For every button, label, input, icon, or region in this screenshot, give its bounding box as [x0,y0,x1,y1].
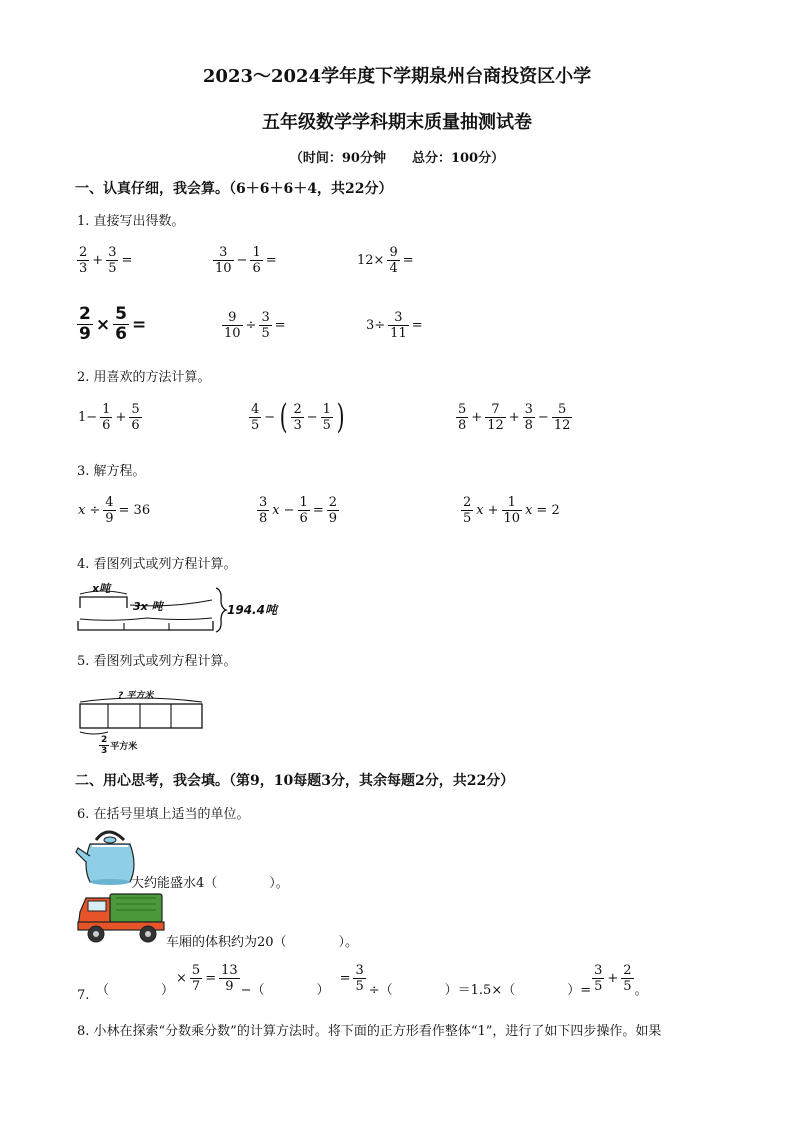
truck-image [76,888,168,944]
exam-title-line1: 2023～2024学年度下学期泉州台商投资区小学 [202,66,592,87]
q3-expr-3: $\frac{2}{5}$ x + $\frac{1}{10}$ x = 2 [463,495,560,526]
q5-label-bottom: $\frac{2}{3}$ 平方米 [101,735,138,756]
exam-info: （时间：90分钟 总分：100分） [289,151,505,166]
q1-expr-3: 12× $\frac{9}{4}$ = [357,245,414,276]
q2-expr-1: 1− $\frac{1}{6}$ + $\frac{5}{6}$ [78,402,140,433]
q7-expression: （ ） × $\frac{5}{7}$ = $\frac{13}{9}$ −（ ） = $\frac{3}{5}$ ÷（ ）＝1.5×（ ）= 3 5 + $\frac{2}{5}$ 。 [96,963,648,998]
q3-label: 3. 解方程。 [77,464,146,479]
q6-line2: 车厢的体积约为20（ ）。 [166,935,359,950]
q3-expr-1: x ÷ $\frac{4}{9}$ = 36 [78,495,151,526]
q1-expr-4: $\frac{2}{9}$ × $\frac{5}{6}$ = [79,304,147,344]
exam-title-line2: 五年级数学学科期末质量抽测试卷 [262,112,532,133]
q1-expr-2: $\frac{3}{10}$ − $\frac{1}{6}$ = [215,245,277,276]
section2-heading: 二、用心思考，我会填。（第9，10每题3分，其余每题2分，共22分） [75,773,515,789]
section1-heading: 一、认真仔细，我会算。（6＋6＋6＋4，共22分） [75,181,393,197]
q1-expr-5: $\frac{9}{10}$ ÷ $\frac{3}{5}$ = [224,310,286,341]
q6-line1: 大约能盛水4（ ）。 [131,876,289,891]
q1-expr-6: 3÷ $\frac{3}{11}$ = [366,310,423,341]
q7-label: 7. [77,988,90,1003]
q4-label-x: x吨 [92,582,111,595]
q1-expr-1: $\frac{2}{3}$ + $\frac{3}{5}$ = [79,245,133,276]
q2-expr-3: $\frac{5}{8}$ + $\frac{7}{12}$ + $\frac{3}{8}$ − $\frac{5}{12}$ [458,402,571,433]
q5-label: 5. 看图列式或列方程计算。 [77,654,237,669]
q2-expr-2: $\frac{4}{5}$ − ( $\frac{2}{3}$ − $\frac{1}{5}$ ) [251,397,345,437]
q4-label: 4. 看图列式或列方程计算。 [77,557,237,572]
q4-label-total: 194.4吨 [227,603,277,617]
q6-label: 6. 在括号里填上适当的单位。 [77,807,250,822]
kettle-image [74,826,138,886]
q1-label: 1. 直接写出得数。 [77,214,185,229]
q4-label-3x: 3x 吨 [133,600,163,613]
q8-text: 8. 小林在探索“分数乘分数”的计算方法时。将下面的正方形看作整体“1”，进行了如下四步操作。如果 [77,1024,662,1039]
q5-label-top: ? 平方米 [118,691,154,701]
q3-expr-2: $\frac{3}{8}$ x − $\frac{1}{6}$ = $\frac{2}{9}$ [259,495,337,526]
q2-label: 2. 用喜欢的方法计算。 [77,370,211,385]
